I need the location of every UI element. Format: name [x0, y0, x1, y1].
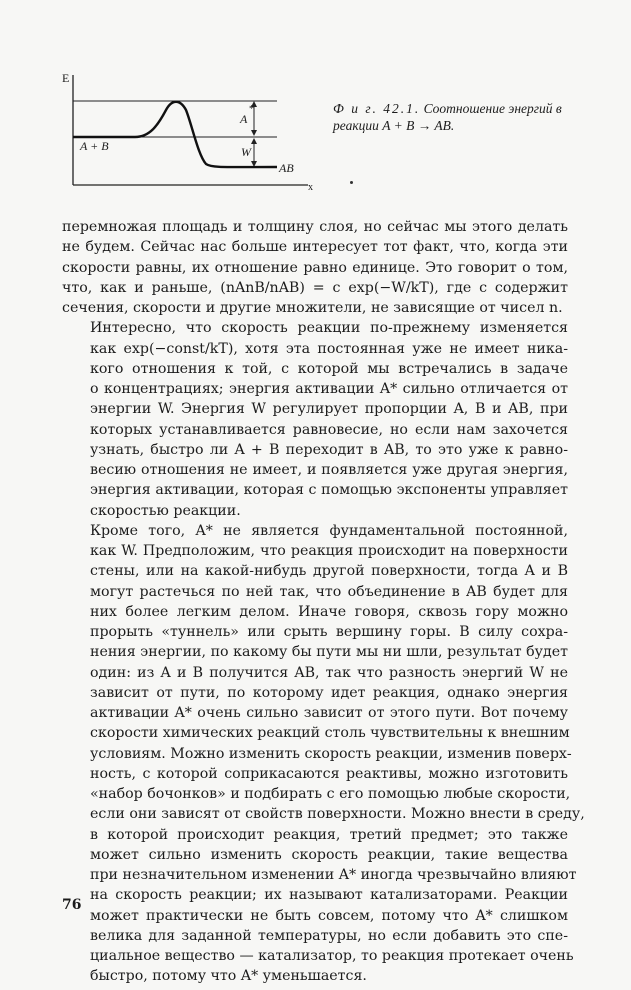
text-line: могут растечься по ней так, что объединение в AB будет для [90, 583, 568, 600]
axis-y-label: E [62, 71, 70, 85]
activation-arrow-head-down [251, 130, 257, 136]
product-label: AB [279, 161, 294, 175]
text-line: на скорость реакции; их называют катализаторами. Реакции [90, 887, 568, 904]
text-line: быстро, потому что A* уменьшается. [90, 968, 367, 985]
axis-x-label: x [308, 182, 313, 193]
text-line: весию отношения не имеет, и появляется уже другая энергия, [90, 462, 568, 478]
text-line: скоростью реакции. [90, 502, 241, 519]
caption-lead: Ф и г. 42.1. [333, 101, 421, 116]
text-line: которых устанавливается равновесие, но если нам захочется [90, 421, 568, 438]
page-number: 76 [62, 897, 82, 913]
text-line: энергии W. Энергия W регулирует пропорции A, B и AB, при [90, 401, 568, 418]
paragraph [62, 521, 585, 987]
text-line: в которой происходит реакция, третий предмет; это также [90, 826, 568, 843]
text-line: сечения, скорости и другие множители, не зависящие от чисел n. [62, 300, 563, 316]
energy-curve-plot [40, 55, 340, 205]
w-arrow-head-up [251, 138, 257, 144]
caption-text: Соотношение энергий в реакции A + B → AB. [333, 101, 562, 133]
text-line: «набор бочонков» и подбирать с его помощью любые скорости, [90, 786, 571, 802]
text-line: циальное вещество — катализатор, то реакция протекает очень [90, 948, 574, 964]
text-line: может практически не быть совсем, потому что A* слишком [90, 907, 568, 924]
reactants-label: A + B [80, 139, 109, 153]
text-line: перемножая площадь и толщину слоя, но сейчас мы этого делать [62, 219, 568, 235]
text-line: активации A* очень сильно зависит от этого пути. Вот почему [90, 705, 568, 721]
text-line: Интересно, что скорость реакции по-прежнему изменяется [90, 320, 568, 337]
figure-caption [333, 100, 598, 134]
text-line: энергия активации, которая с помощью экспоненты управляет [90, 482, 568, 499]
text-line: них более легким делом. Иначе говоря, сквозь гору можно [90, 603, 568, 620]
text-line: может сильно изменить скорость реакции, такие вещества [90, 846, 568, 863]
activation-label: A [240, 112, 248, 126]
text-line: не будем. Сейчас нас больше интересует тот факт, что, когда эти [62, 239, 568, 256]
text-line: Кроме того, A* не является фундаментальной постоянной, [90, 522, 568, 539]
text-line: узнать, быстро ли A + B переходит в AB, то это уже к равно- [90, 441, 568, 458]
energy-diagram-figure [40, 55, 340, 205]
paragraph [62, 217, 568, 318]
text-line: при незначительном изменении A* иногда чрезвычайно влияют [90, 867, 577, 883]
body-text [62, 217, 585, 987]
paragraph [62, 318, 568, 521]
text-line: ность, с которой соприкасаются реактивы, можно изготовить [90, 765, 568, 782]
energy-difference-label: W [241, 145, 251, 159]
text-line: если они зависят от свойств поверхности. Можно внести в среду, [90, 806, 585, 823]
text-line: как W. Предположим, что реакция происходит на поверхности [90, 543, 568, 559]
text-line: стены, или на какой-нибудь другой поверхности, тогда A и B [90, 563, 568, 580]
activation-star: * [249, 104, 254, 115]
text-line: нения энергии, по какому бы пути мы ни шли, результат будет [90, 644, 568, 661]
text-line: скорости химических реакций столь чувствительны к внешним [90, 725, 570, 742]
text-line: один: из A и B получится AB, так что разность энергий W не [90, 664, 568, 681]
text-line: скорости равны, их отношение равно единице. Это говорит о том, [62, 259, 568, 276]
text-line: зависит от пути, по которому идет реакция, однако энергия [90, 684, 568, 701]
print-speck [350, 181, 353, 184]
text-line: велика для заданной температуры, но если добавить это спе- [90, 927, 568, 944]
text-line: что, как и раньше, (nAnB/nAB) = c exp(−W/kT), где c содержит [62, 279, 568, 296]
text-line: кого отношения к той, с которой мы встречались в задаче [90, 360, 568, 377]
text-line: условиям. Можно изменить скорость реакции, изменив поверх- [90, 745, 572, 762]
text-line: прорыть «туннель» или срыть вершину горы. В силу сохра- [90, 624, 568, 640]
text-line: о концентрациях; энергия активации A* сильно отличается от [90, 381, 568, 397]
text-line: как exp(−const/kT), хотя эта постоянная уже не имеет ника- [90, 340, 568, 357]
